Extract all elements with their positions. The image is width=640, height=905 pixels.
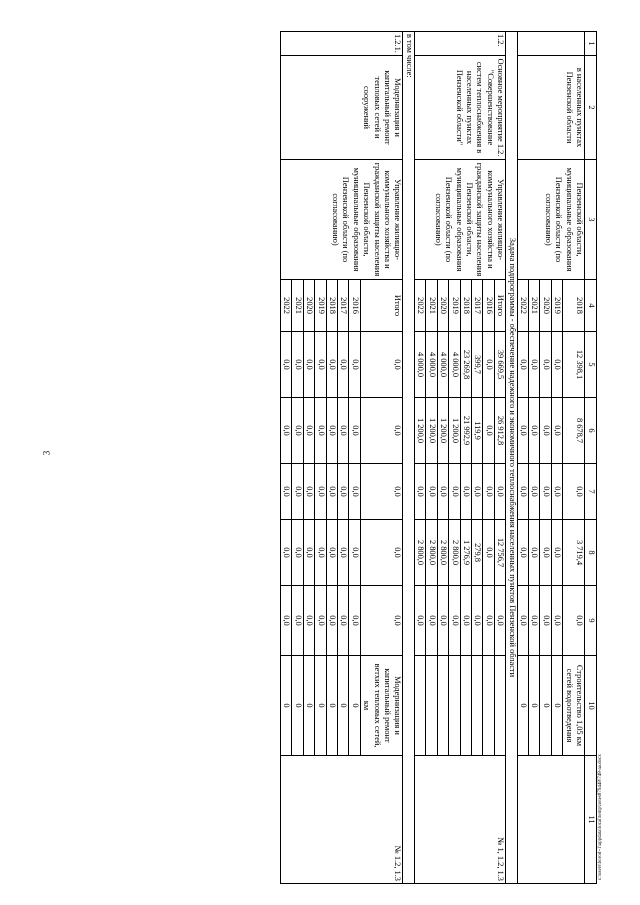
local-budget-cell: 0,0	[281, 520, 292, 586]
total-cell: 0,0	[528, 332, 539, 398]
indicator-cell	[414, 656, 425, 756]
table-row	[360, 32, 403, 884]
other-sources-cell: 0,0	[338, 586, 349, 656]
local-budget-cell: 2 800,0	[426, 520, 437, 586]
federal-budget-cell: 0,0	[437, 464, 448, 520]
indicator-cell: 0	[517, 656, 528, 756]
row-number: 1.2.1.	[281, 32, 403, 56]
other-sources-cell: 0,0	[360, 586, 403, 656]
year-cell: 2018	[460, 280, 471, 332]
federal-budget-cell: 0,0	[449, 464, 460, 520]
other-sources-cell: 0,0	[326, 586, 337, 656]
federal-budget-cell: 0,0	[483, 464, 494, 520]
local-budget-cell: 0,0	[551, 520, 562, 586]
year-cell: 2016	[349, 280, 360, 332]
total-cell: 0,0	[360, 332, 403, 398]
executor-line: Пензенской области, муниципальные образования	[564, 167, 584, 272]
local-budget-cell: 0,0	[517, 520, 528, 586]
total-cell: 0,0	[551, 332, 562, 398]
indicator-cell: 0	[326, 656, 337, 756]
federal-budget-cell: 0,0	[517, 464, 528, 520]
indicator-cell: 0	[551, 656, 562, 756]
col-num-11: 11	[585, 756, 597, 884]
other-sources-cell: 0,0	[494, 586, 505, 656]
federal-budget-cell: 0,0	[360, 464, 403, 520]
federal-budget-cell: 0,0	[338, 464, 349, 520]
regional-budget-cell: 0,0	[517, 398, 528, 464]
year-cell: 2020	[303, 280, 314, 332]
indicator-cell	[426, 656, 437, 756]
measure-name: Модернизация и капитальный ремонт тепловых сетей и сооружений	[281, 56, 403, 160]
local-budget-cell: 0,0	[483, 520, 494, 586]
indicator-refs	[517, 756, 584, 884]
local-budget-cell: 0,0	[528, 520, 539, 586]
total-cell: 23 269,8	[460, 332, 471, 398]
federal-budget-cell: 0,0	[551, 464, 562, 520]
federal-budget-cell: 0,0	[281, 464, 292, 520]
total-cell: 0,0	[281, 332, 292, 398]
measure-name: Основное мероприятие 1.2. "Совершенствование систем теплоснабжения в населенных пунктах Пензенской области"	[414, 56, 505, 160]
year-cell: 2019	[449, 280, 460, 332]
local-budget-cell: 0,0	[292, 520, 303, 586]
local-budget-cell: 0,0	[315, 520, 326, 586]
footer-file-path: c:\users\borod~1\appdata\local\temp\notes879448\748-aa.docx	[598, 754, 603, 880]
federal-budget-cell: 0,0	[349, 464, 360, 520]
local-budget-cell: 0,0	[303, 520, 314, 586]
table-row	[494, 32, 505, 884]
regional-budget-cell: 0,0	[303, 398, 314, 464]
regional-budget-cell: 0,0	[292, 398, 303, 464]
total-cell: 4 000,0	[414, 332, 425, 398]
regional-budget-cell: 0,0	[528, 398, 539, 464]
col-num-5: 5	[585, 332, 597, 398]
indicator-cell	[494, 656, 505, 756]
regional-budget-cell: 0,0	[551, 398, 562, 464]
indicator-refs: № 1, 1.2, 1.3	[414, 756, 505, 884]
executor: Управление жилищно-коммунального хозяйства и гражданской защиты населения Пензенской области, муниципальные образования Пензенской области (по согласованию)	[414, 160, 505, 280]
col-num-7: 7	[585, 464, 597, 520]
other-sources-cell: 0,0	[528, 586, 539, 656]
local-budget-cell: 12 756,7	[494, 520, 505, 586]
other-sources-cell: 0,0	[540, 586, 551, 656]
year-cell: 2021	[426, 280, 437, 332]
page-number: 3	[41, 450, 52, 456]
year-cell: 2022	[281, 280, 292, 332]
executor	[517, 160, 584, 280]
executor: Управление жилищно-коммунального хозяйства и гражданской защиты населения Пензенской области, муниципальные образования Пензенской области (по согласованию)	[281, 160, 403, 280]
local-budget-cell: 0,0	[540, 520, 551, 586]
local-budget-cell: 2 800,0	[437, 520, 448, 586]
federal-budget-cell: 0,0	[326, 464, 337, 520]
row-number: 1.2.	[414, 32, 505, 56]
col-num-3: 3	[585, 160, 597, 280]
other-sources-cell: 0,0	[460, 586, 471, 656]
other-sources-cell: 0,0	[517, 586, 528, 656]
local-budget-cell: 0,0	[349, 520, 360, 586]
regional-budget-cell: 0,0	[349, 398, 360, 464]
regional-budget-cell: 26 912,8	[494, 398, 505, 464]
year-cell: Итого	[494, 280, 505, 332]
total-cell: 0,0	[326, 332, 337, 398]
local-budget-cell: 279,8	[471, 520, 482, 586]
indicator-cell	[437, 656, 448, 756]
regional-budget-cell: 0,0	[326, 398, 337, 464]
regional-budget-cell: 0,0	[540, 398, 551, 464]
indicator-cell: 0	[540, 656, 551, 756]
indicator-cell: 0	[528, 656, 539, 756]
other-sources-cell: 0,0	[471, 586, 482, 656]
regional-budget-cell: 1 200,0	[437, 398, 448, 464]
total-cell: 4 000,0	[437, 332, 448, 398]
indicator-cell: Модернизация и капитальный ремонт ветхих тепловых сетей, км	[360, 656, 403, 756]
measure-name: в населенных пунктах Пензенской области	[517, 56, 584, 160]
regional-budget-cell: 0,0	[315, 398, 326, 464]
regional-budget-cell: 0,0	[338, 398, 349, 464]
federal-budget-cell: 0,0	[460, 464, 471, 520]
regional-budget-cell: 0,0	[281, 398, 292, 464]
indicator-cell	[471, 656, 482, 756]
total-cell: 4 000,0	[426, 332, 437, 398]
total-cell: 0,0	[349, 332, 360, 398]
total-cell: 399,7	[471, 332, 482, 398]
indicator-cell: 0	[349, 656, 360, 756]
executor-line: Пензенской области (по согласованию)	[543, 176, 564, 263]
year-cell: 2016	[483, 280, 494, 332]
col-num-9: 9	[585, 586, 597, 656]
year-cell: 2018	[326, 280, 337, 332]
local-budget-cell: 0,0	[338, 520, 349, 586]
other-sources-cell: 0,0	[349, 586, 360, 656]
indicator-cell: 0	[292, 656, 303, 756]
federal-budget-cell: 0,0	[292, 464, 303, 520]
in-that-number-row	[403, 32, 414, 884]
total-cell: 0,0	[483, 332, 494, 398]
regional-budget-cell: 1 200,0	[426, 398, 437, 464]
year-cell: 2019	[315, 280, 326, 332]
other-sources-cell: 0,0	[437, 586, 448, 656]
federal-budget-cell: 0,0	[494, 464, 505, 520]
total-cell: 0,0	[292, 332, 303, 398]
local-budget-cell: 3 719,4	[563, 520, 585, 586]
regional-budget-cell: 8 678,7	[563, 398, 585, 464]
task-header: Задача подпрограммы - обеспечение надежного и экономичного теплоснабжения населенных пунктов Пензенской области	[506, 32, 517, 884]
rotated-table-sheet	[80, 31, 597, 883]
year-cell: 2022	[414, 280, 425, 332]
indicator-cell: 0	[303, 656, 314, 756]
regional-budget-cell: 119,9	[471, 398, 482, 464]
regional-budget-cell: 0,0	[483, 398, 494, 464]
other-sources-cell: 0,0	[414, 586, 425, 656]
local-budget-cell: 1 276,9	[460, 520, 471, 586]
total-cell: 0,0	[315, 332, 326, 398]
indicator-cell	[483, 656, 494, 756]
federal-budget-cell: 0,0	[471, 464, 482, 520]
col-num-2: 2	[585, 56, 597, 160]
indicator-cell: 0	[315, 656, 326, 756]
other-sources-cell: 0,0	[551, 586, 562, 656]
year-cell: 2017	[471, 280, 482, 332]
total-cell: 0,0	[540, 332, 551, 398]
federal-budget-cell: 0,0	[414, 464, 425, 520]
total-cell: 12 398,1	[563, 332, 585, 398]
col-num-4: 4	[585, 280, 597, 332]
local-budget-cell: 0,0	[360, 520, 403, 586]
year-cell: 2021	[528, 280, 539, 332]
year-cell: 2019	[551, 280, 562, 332]
total-cell: 0,0	[303, 332, 314, 398]
year-cell: 2021	[292, 280, 303, 332]
federal-budget-cell: 0,0	[563, 464, 585, 520]
indicator-cell: Строительство 1,05 км сетей водоотведения	[563, 656, 585, 756]
year-cell: 2020	[540, 280, 551, 332]
other-sources-cell: 0,0	[563, 586, 585, 656]
federal-budget-cell: 0,0	[303, 464, 314, 520]
header-number-row	[585, 32, 597, 884]
regional-budget-cell: 1 200,0	[414, 398, 425, 464]
indicator-cell: 0	[338, 656, 349, 756]
total-cell: 4 000,0	[449, 332, 460, 398]
task-row	[506, 32, 517, 884]
other-sources-cell: 0,0	[292, 586, 303, 656]
federal-budget-cell: 0,0	[426, 464, 437, 520]
total-cell: 0,0	[517, 332, 528, 398]
regional-budget-cell: 0,0	[360, 398, 403, 464]
year-cell: 2022	[517, 280, 528, 332]
federal-budget-cell: 0,0	[528, 464, 539, 520]
indicator-cell: 0	[281, 656, 292, 756]
other-sources-cell: 0,0	[483, 586, 494, 656]
other-sources-cell: 0,0	[426, 586, 437, 656]
other-sources-cell: 0,0	[303, 586, 314, 656]
other-sources-cell: 0,0	[315, 586, 326, 656]
table-row	[563, 32, 585, 884]
col-num-8: 8	[585, 520, 597, 586]
year-cell: Итого	[360, 280, 403, 332]
col-num-1: 1	[585, 32, 597, 56]
federal-budget-cell: 0,0	[315, 464, 326, 520]
indicator-cell	[449, 656, 460, 756]
col-num-6: 6	[585, 398, 597, 464]
year-cell: 2020	[437, 280, 448, 332]
federal-budget-cell: 0,0	[540, 464, 551, 520]
local-budget-cell: 0,0	[326, 520, 337, 586]
total-cell: 39 669,5	[494, 332, 505, 398]
col-num-10: 10	[585, 656, 597, 756]
other-sources-cell: 0,0	[449, 586, 460, 656]
in-that-number-label: в том числе:	[403, 32, 414, 884]
local-budget-cell: 2 800,0	[449, 520, 460, 586]
other-sources-cell: 0,0	[281, 586, 292, 656]
indicator-cell	[460, 656, 471, 756]
indicator-refs: № 1.2, 1.3	[281, 756, 403, 884]
regional-budget-cell: 21 992,9	[460, 398, 471, 464]
total-cell: 0,0	[338, 332, 349, 398]
local-budget-cell: 2 800,0	[414, 520, 425, 586]
year-cell: 2017	[338, 280, 349, 332]
regional-budget-cell: 1 200,0	[449, 398, 460, 464]
row-number	[517, 32, 584, 56]
program-table	[280, 31, 597, 884]
year-cell: 2018	[563, 280, 585, 332]
